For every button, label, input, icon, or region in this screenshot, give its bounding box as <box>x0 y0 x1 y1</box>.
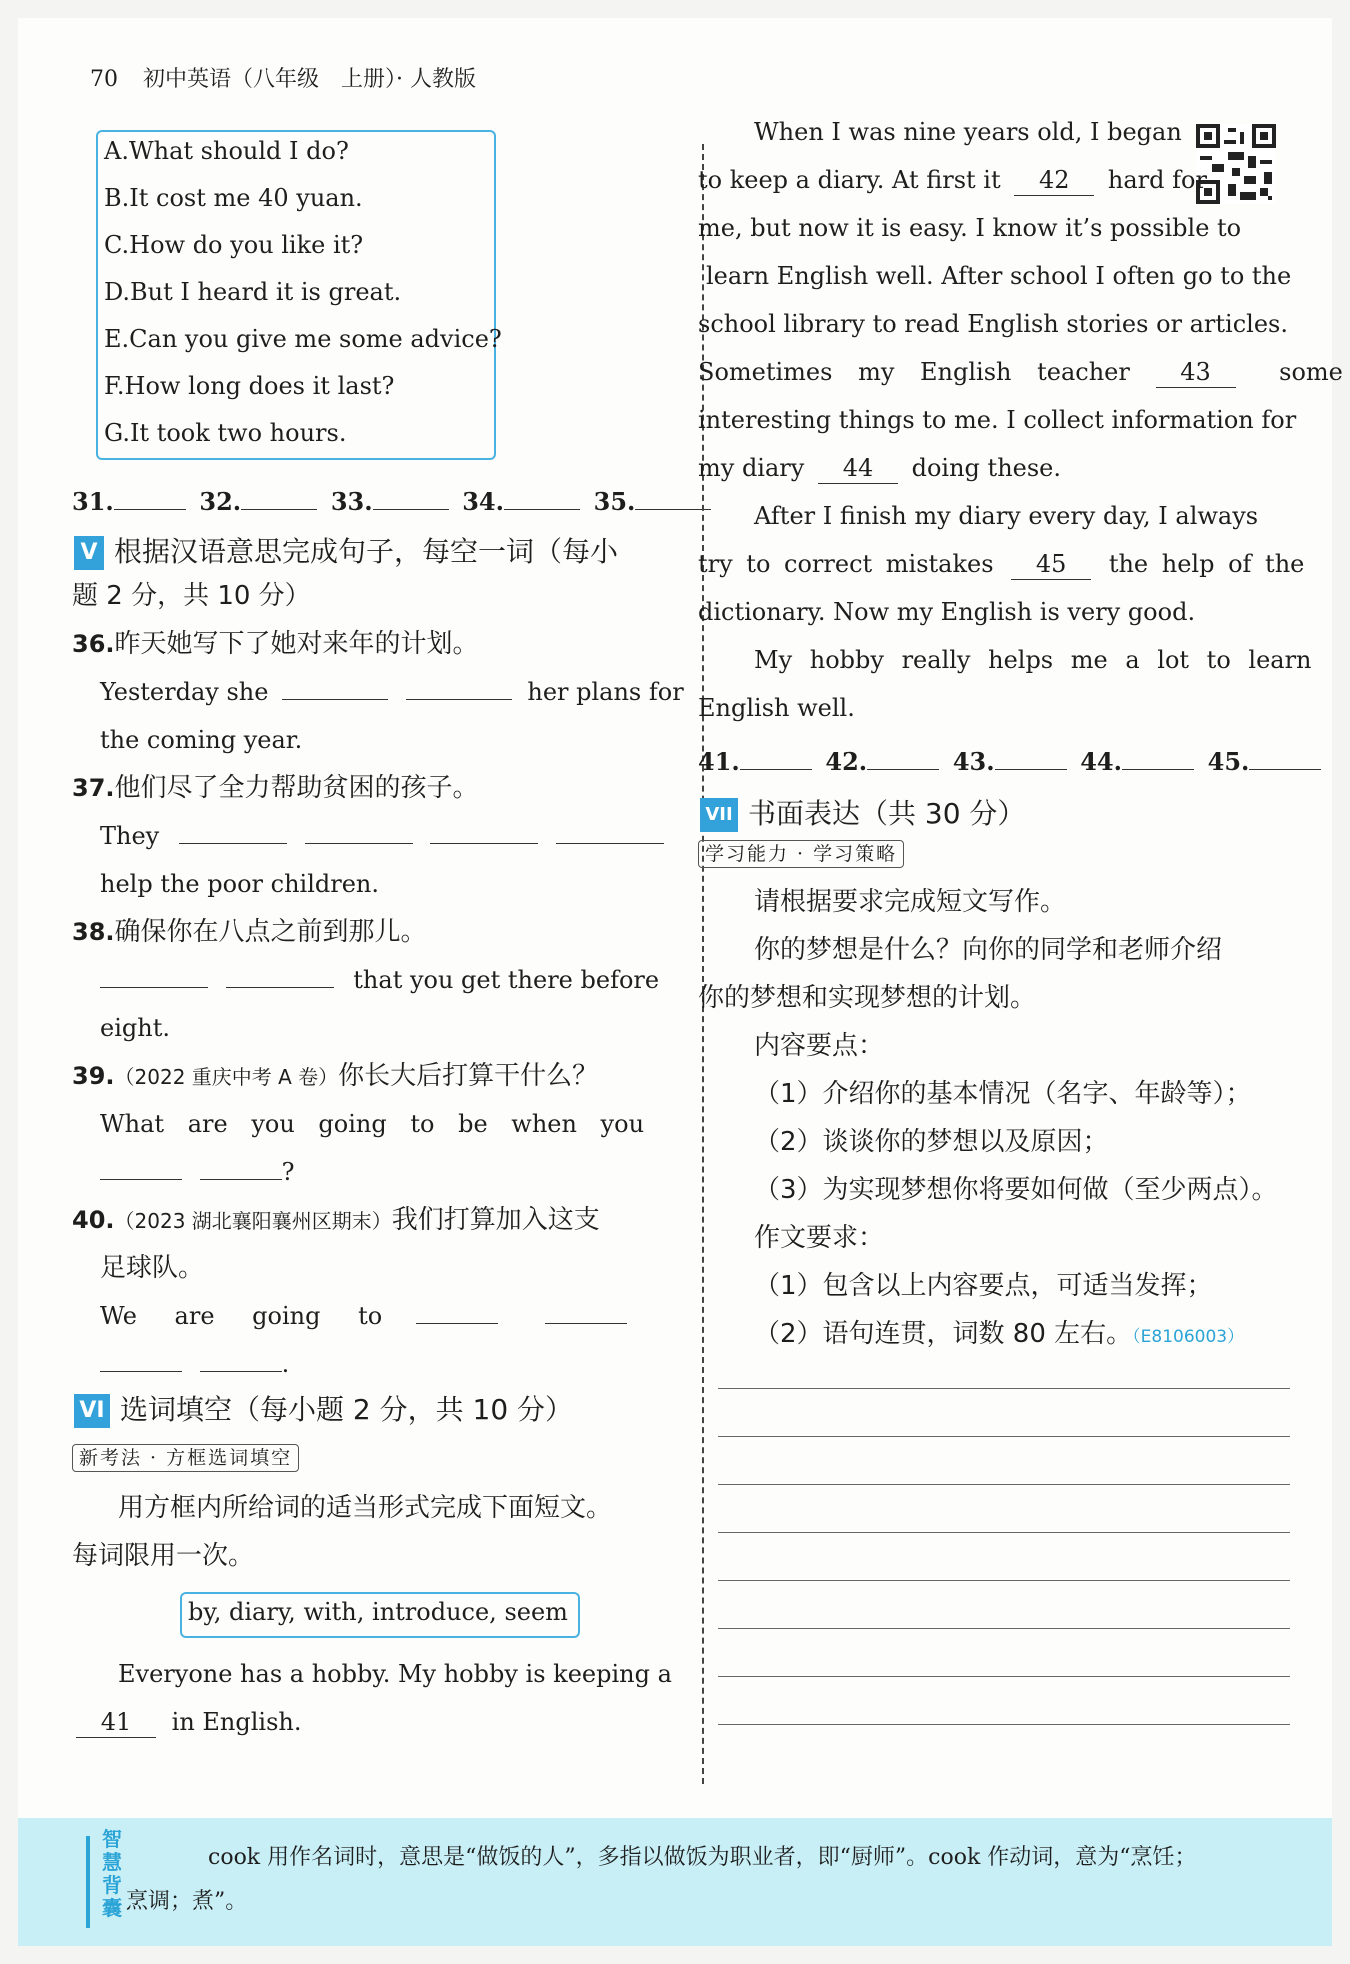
passage-line-1: When I was nine years old, I began <box>754 118 1182 146</box>
section-7-point-1: （1）介绍你的基本情况（名字、年龄等）； <box>754 1079 1252 1109</box>
section-7-points-title: 内容要点： <box>754 1031 885 1061</box>
answer-label: 33. <box>330 487 373 516</box>
passage-line-2 <box>698 156 1288 204</box>
answer-blank[interactable] <box>995 739 1067 770</box>
page-number: 70 <box>90 67 118 92</box>
question-number: 39. <box>72 1062 115 1090</box>
writing-line[interactable] <box>718 1580 1290 1581</box>
blank-43[interactable]: 43 <box>1156 357 1236 388</box>
option-d: D.But I heard it is great. <box>104 278 402 306</box>
question-36-cn: 昨天她写下了她对来年的计划。 <box>114 629 479 659</box>
passage-41-line2 <box>76 1698 302 1746</box>
answer-blank[interactable] <box>406 669 512 700</box>
section-7-req-2 <box>754 1310 1244 1361</box>
passage-text: try to correct mistakes <box>698 550 994 578</box>
question-40-source: （2023 湖北襄阳襄州区期末） <box>114 1209 392 1233</box>
passage-text: my diary <box>698 454 805 482</box>
word-box-text: by, diary, with, introduce, seem <box>188 1598 568 1626</box>
answer-row-41-45 <box>698 738 1321 786</box>
footer-line-1: cook 用作名词时，意思是“做饭的人”，多指以做饭为职业者，即“厨师”。cook 作动词，意为“烹饪； <box>208 1845 1197 1870</box>
section-6-icon: VI <box>74 1394 110 1428</box>
answer-blank[interactable] <box>282 669 388 700</box>
section-7-heading: 书面表达（共 30 分） <box>748 797 1026 830</box>
writing-line[interactable] <box>718 1436 1290 1437</box>
section-5-title-cont: 题 2 分，共 10 分） <box>72 581 311 611</box>
question-40-cn-line2: 足球队。 <box>100 1253 205 1283</box>
footer-tip <box>18 1818 1332 1946</box>
question-40-cn: 我们打算加入这支 <box>391 1205 600 1235</box>
passage-line-13: English well. <box>698 694 855 722</box>
option-g: G.It took two hours. <box>104 419 347 447</box>
question-39-source: （2022 重庆中考 A 卷） <box>114 1065 339 1089</box>
passage-41-text: in English. <box>171 1708 302 1736</box>
answer-blank[interactable] <box>100 957 208 988</box>
section-7-prompt-2: 你的梦想和实现梦想的计划。 <box>698 983 1037 1013</box>
answer-label: 35. <box>593 487 636 516</box>
passage-line-11: dictionary. Now my English is very good. <box>698 598 1196 626</box>
answer-blank[interactable] <box>545 1293 627 1324</box>
writing-line[interactable] <box>718 1484 1290 1485</box>
footer-label: 智慧背囊 <box>102 1827 122 1920</box>
answer-label: 45. <box>1207 747 1250 776</box>
option-a: A.What should I do? <box>104 137 349 165</box>
passage-text: doing these. <box>911 454 1061 482</box>
answer-label: 41. <box>698 747 740 776</box>
book-title: 初中英语（八年级 上册）· 人教版 <box>143 67 476 92</box>
section-7-instruction: 请根据要求完成短文写作。 <box>754 887 1067 917</box>
section-7-point-2: （2）谈谈你的梦想以及原因； <box>754 1127 1109 1157</box>
question-38 <box>72 908 427 956</box>
question-40-text: We are going to <box>100 1302 383 1330</box>
section-7-prompt-1: 你的梦想是什么？向你的同学和老师介绍 <box>754 935 1223 965</box>
answer-label: 44. <box>1080 747 1122 776</box>
question-37-en-line2: help the poor children. <box>100 870 379 898</box>
answer-blank[interactable] <box>200 1341 282 1372</box>
question-40-en-line1 <box>100 1292 627 1340</box>
answer-row-31-35 <box>72 478 711 526</box>
answer-blank[interactable] <box>556 813 664 844</box>
section-6-instruction-2: 每词限用一次。 <box>72 1541 255 1571</box>
question-38-en-line2: eight. <box>100 1014 170 1042</box>
footer-line-2: 烹调；煮”。 <box>126 1889 248 1914</box>
passage-line-8 <box>698 444 1061 492</box>
answer-label: 34. <box>462 487 504 516</box>
passage-line-10 <box>698 540 1304 588</box>
question-number: 37. <box>72 774 115 802</box>
answer-blank[interactable] <box>1122 739 1194 770</box>
answer-label: 43. <box>952 747 995 776</box>
section-7-point-3: （3）为实现梦想你将要如何做（至少两点）。 <box>754 1175 1278 1205</box>
blank-42[interactable]: 42 <box>1014 165 1094 196</box>
answer-blank[interactable] <box>373 479 449 510</box>
question-37-en-line1 <box>100 812 664 860</box>
answer-blank[interactable] <box>100 1149 182 1180</box>
blank-45[interactable]: 45 <box>1011 549 1091 580</box>
passage-text: Sometimes my English teacher <box>698 358 1130 386</box>
section-7-code: （E8106003） <box>1132 1327 1245 1347</box>
blank-41[interactable]: 41 <box>76 1707 156 1738</box>
question-36-en-line2: the coming year. <box>100 726 303 754</box>
question-37-text: They <box>100 822 160 850</box>
answer-label: 42. <box>825 747 868 776</box>
question-39-en-line2 <box>100 1148 295 1196</box>
question-39-end: ? <box>281 1158 295 1186</box>
answer-label: 31. <box>72 487 114 516</box>
section-5-heading: 根据汉语意思完成句子，每空一词（每小 <box>114 535 619 568</box>
section-7-req-title: 作文要求： <box>754 1223 885 1253</box>
question-37-cn: 他们尽了全力帮助贫困的孩子。 <box>114 773 479 803</box>
page <box>18 18 1343 1946</box>
question-39 <box>72 1052 598 1101</box>
writing-line[interactable] <box>718 1388 1290 1389</box>
question-36-text: Yesterday she <box>100 678 269 706</box>
option-b: B.It cost me 40 yuan. <box>104 184 363 212</box>
option-c: C.How do you like it? <box>104 231 364 259</box>
page-header <box>90 62 476 93</box>
options-list <box>104 128 502 457</box>
answer-blank[interactable] <box>867 739 939 770</box>
answer-blank[interactable] <box>305 813 413 844</box>
section-6-heading: 选词填空（每小题 2 分，共 10 分） <box>120 1393 574 1426</box>
question-37 <box>72 764 479 812</box>
passage-line-7: interesting things to me. I collect information for <box>698 406 1297 434</box>
passage-line-3: me, but now it is easy. I know it’s possible to <box>698 214 1242 242</box>
passage-41-line1: Everyone has a hobby. My hobby is keeping a <box>118 1660 672 1688</box>
answer-blank[interactable] <box>179 813 287 844</box>
question-39-en-line1: What are you going to be when you <box>100 1110 645 1138</box>
question-38-text: that you get there before <box>353 966 660 994</box>
question-38-cn: 确保你在八点之前到那儿。 <box>114 917 427 947</box>
section-7-tag-wrap <box>698 840 904 868</box>
writing-line[interactable] <box>718 1628 1290 1629</box>
section-6-title <box>74 1388 573 1428</box>
section-7-req-1: （1）包含以上内容要点，可适当发挥； <box>754 1271 1213 1301</box>
section-5-title <box>74 530 618 570</box>
answer-blank[interactable] <box>1249 739 1321 770</box>
question-40-end: . <box>281 1350 290 1378</box>
passage-line-12: My hobby really helps me a lot to learn <box>754 646 1312 674</box>
footer-accent-bar <box>86 1836 90 1928</box>
section-6-instruction-1: 用方框内所给词的适当形式完成下面短文。 <box>118 1493 613 1523</box>
section-6-tag-wrap <box>72 1444 299 1472</box>
question-39-cn: 你长大后打算干什么？ <box>338 1061 599 1091</box>
answer-blank[interactable] <box>241 479 317 510</box>
question-40-en-line2 <box>100 1340 289 1388</box>
writing-line[interactable] <box>718 1532 1290 1533</box>
section-5-icon: V <box>74 536 104 570</box>
question-number: 36. <box>72 630 115 658</box>
question-36-text: her plans for <box>527 678 684 706</box>
passage-text: hard for <box>1107 166 1207 194</box>
answer-blank[interactable] <box>740 739 812 770</box>
passage-line-6 <box>698 348 1343 396</box>
question-38-en-line1 <box>100 956 659 1004</box>
question-40 <box>72 1196 600 1245</box>
answer-blank[interactable] <box>114 479 186 510</box>
answer-label: 32. <box>199 487 242 516</box>
section-7-icon: VII <box>700 798 738 832</box>
answer-blank[interactable] <box>200 1149 282 1180</box>
passage-line-5: school library to read English stories or articles. <box>698 310 1288 338</box>
option-e: E.Can you give me some advice? <box>104 325 502 353</box>
blank-44[interactable]: 44 <box>818 453 898 484</box>
section-7-req-2-text: （2）语句连贯，词数 80 左右。 <box>754 1319 1133 1349</box>
answer-blank[interactable] <box>504 479 580 510</box>
answer-blank[interactable] <box>416 1293 498 1324</box>
question-number: 40. <box>72 1206 115 1234</box>
passage-line-9: After I finish my diary every day, I always <box>754 502 1259 530</box>
answer-blank[interactable] <box>100 1341 182 1372</box>
writing-line[interactable] <box>718 1724 1290 1725</box>
section-6-tag: 新考法 · 方框选词填空 <box>72 1444 299 1472</box>
section-7-tag: 学习能力 · 学习策略 <box>698 840 904 868</box>
question-36 <box>72 620 479 668</box>
answer-blank[interactable] <box>430 813 538 844</box>
writing-line[interactable] <box>718 1676 1290 1677</box>
passage-text: the help of the <box>1108 550 1305 578</box>
passage-text: some <box>1279 358 1343 386</box>
answer-blank[interactable] <box>226 957 334 988</box>
passage-text: to keep a diary. At first it <box>698 166 1001 194</box>
section-7-title <box>700 792 1025 832</box>
question-number: 38. <box>72 918 115 946</box>
question-36-en-line1 <box>100 668 684 716</box>
option-f: F.How long does it last? <box>104 372 395 400</box>
passage-line-4: learn English well. After school I often go to the <box>706 262 1292 290</box>
